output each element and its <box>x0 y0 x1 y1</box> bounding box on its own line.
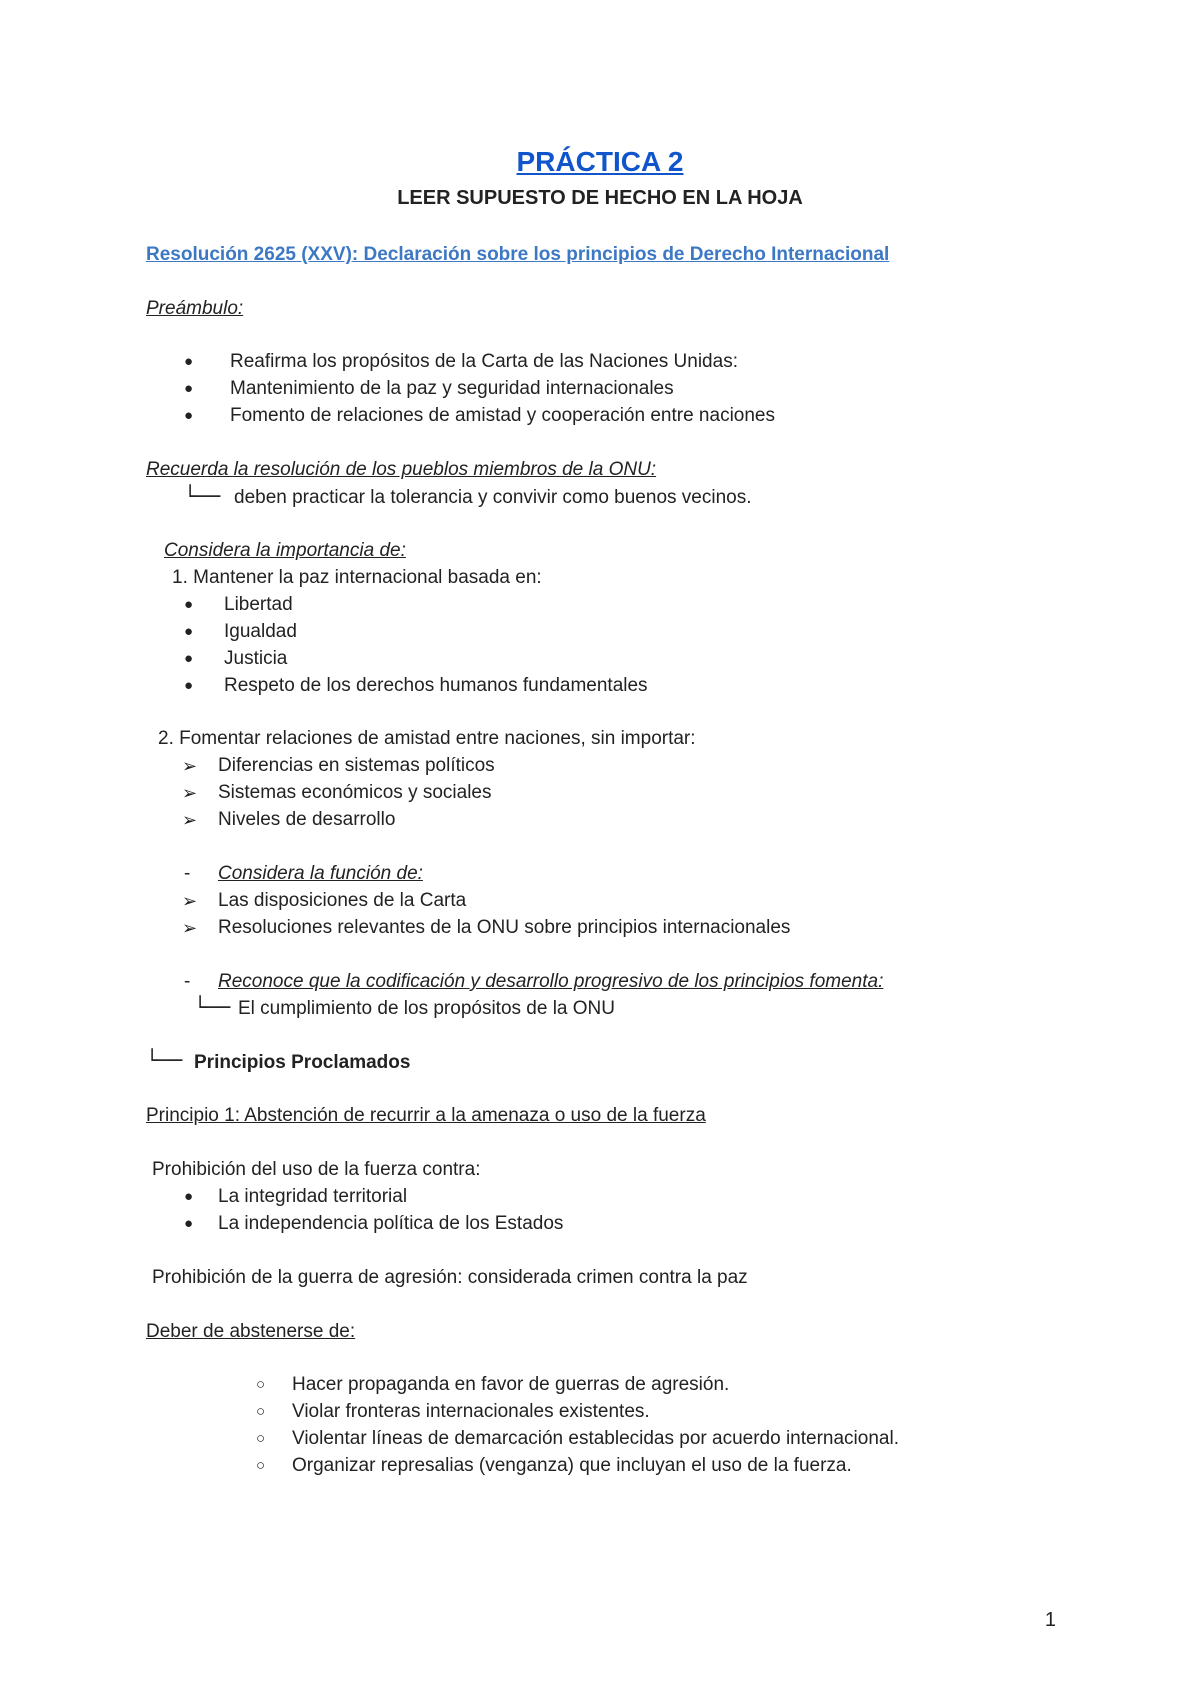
circle-bullet-icon: ○ <box>256 1403 266 1420</box>
branch-corner-icon: └── <box>194 995 231 1019</box>
considera-bullet: Respeto de los derechos humanos fundamentales <box>224 675 648 696</box>
considera-arrow-item: Diferencias en sistemas políticos <box>218 755 495 776</box>
funcion-arrow-item: Resoluciones relevantes de la ONU sobre principios internacionales <box>218 917 791 938</box>
reconoce-heading: Reconoce que la codificación y desarrollo progresivo de los principios fomenta: <box>218 971 884 992</box>
bullet-icon: ● <box>184 353 194 370</box>
page-number: 1 <box>1044 1609 1056 1631</box>
circle-bullet-icon: ○ <box>256 1430 266 1447</box>
arrowhead-icon: ➢ <box>182 810 198 830</box>
considera-bullet: Igualdad <box>224 621 297 642</box>
bullet-icon: ● <box>184 1188 194 1205</box>
deber-item: Hacer propaganda en favor de guerras de agresión. <box>292 1374 730 1395</box>
prohibicion-uso: Prohibición del uso de la fuerza contra: <box>152 1159 481 1180</box>
branch-corner-icon: └── <box>146 1048 183 1072</box>
bullet-icon: ● <box>184 1215 194 1232</box>
preamble-bullet: Mantenimiento de la paz y seguridad internacionales <box>230 378 674 399</box>
bullet-icon: ● <box>184 407 194 424</box>
principio-1-heading: Principio 1: Abstención de recurrir a la amenaza o uso de la fuerza <box>146 1105 706 1126</box>
arrowhead-icon: ➢ <box>182 783 198 803</box>
considera-heading: Considera la importancia de: <box>164 540 406 561</box>
deber-item: Violar fronteras internacionales existentes. <box>292 1401 650 1422</box>
bullet-icon: ● <box>184 677 194 694</box>
preamble-bullet: Fomento de relaciones de amistad y cooperación entre naciones <box>230 405 775 426</box>
deber-item: Violentar líneas de demarcación establecidas por acuerdo internacional. <box>292 1428 899 1449</box>
bullet-icon: ● <box>184 596 194 613</box>
uso-bullet: La integridad territorial <box>218 1186 408 1207</box>
considera-item-2: 2. Fomentar relaciones de amistad entre naciones, sin importar: <box>158 728 696 749</box>
page-subtitle: LEER SUPUESTO DE HECHO EN LA HOJA <box>397 187 803 209</box>
preamble-bullet: Reafirma los propósitos de la Carta de las Naciones Unidas: <box>230 351 738 372</box>
recuerda-branch: deben practicar la tolerancia y convivir como buenos vecinos. <box>234 487 752 508</box>
circle-bullet-icon: ○ <box>256 1376 266 1393</box>
reconoce-branch: El cumplimiento de los propósitos de la ONU <box>238 998 616 1019</box>
principios-heading: Principios Proclamados <box>194 1052 411 1073</box>
funcion-heading: Considera la función de: <box>218 863 423 884</box>
branch-corner-icon: └── <box>184 484 221 508</box>
funcion-dash: - <box>184 863 191 884</box>
circle-bullet-icon: ○ <box>256 1457 266 1474</box>
funcion-arrow-item: Las disposiciones de la Carta <box>218 890 467 911</box>
bullet-icon: ● <box>184 380 194 397</box>
bullet-icon: ● <box>184 623 194 640</box>
recuerda-heading: Recuerda la resolución de los pueblos miembros de la ONU: <box>146 459 657 480</box>
considera-arrow-item: Sistemas económicos y sociales <box>218 782 492 803</box>
considera-bullet: Libertad <box>224 594 293 615</box>
prohibicion-guerra: Prohibición de la guerra de agresión: considerada crimen contra la paz <box>152 1267 748 1288</box>
considera-item-1: 1. Mantener la paz internacional basada en: <box>172 567 542 588</box>
arrowhead-icon: ➢ <box>182 756 198 776</box>
deber-item: Organizar represalias (venganza) que incluyan el uso de la fuerza. <box>292 1455 852 1476</box>
arrowhead-icon: ➢ <box>182 891 198 911</box>
reconoce-dash: - <box>184 971 191 992</box>
bullet-icon: ● <box>184 650 194 667</box>
page-title: PRÁCTICA 2 <box>516 146 684 177</box>
considera-bullet: Justicia <box>224 648 288 669</box>
uso-bullet: La independencia política de los Estados <box>218 1213 564 1234</box>
resolution-link[interactable]: Resolución 2625 (XXV): Declaración sobre los principios de Derecho Internacional <box>146 244 890 265</box>
deber-heading: Deber de abstenerse de: <box>146 1321 356 1342</box>
arrowhead-icon: ➢ <box>182 918 198 938</box>
preamble-heading: Preámbulo: <box>146 298 244 319</box>
considera-arrow-item: Niveles de desarrollo <box>218 809 396 830</box>
